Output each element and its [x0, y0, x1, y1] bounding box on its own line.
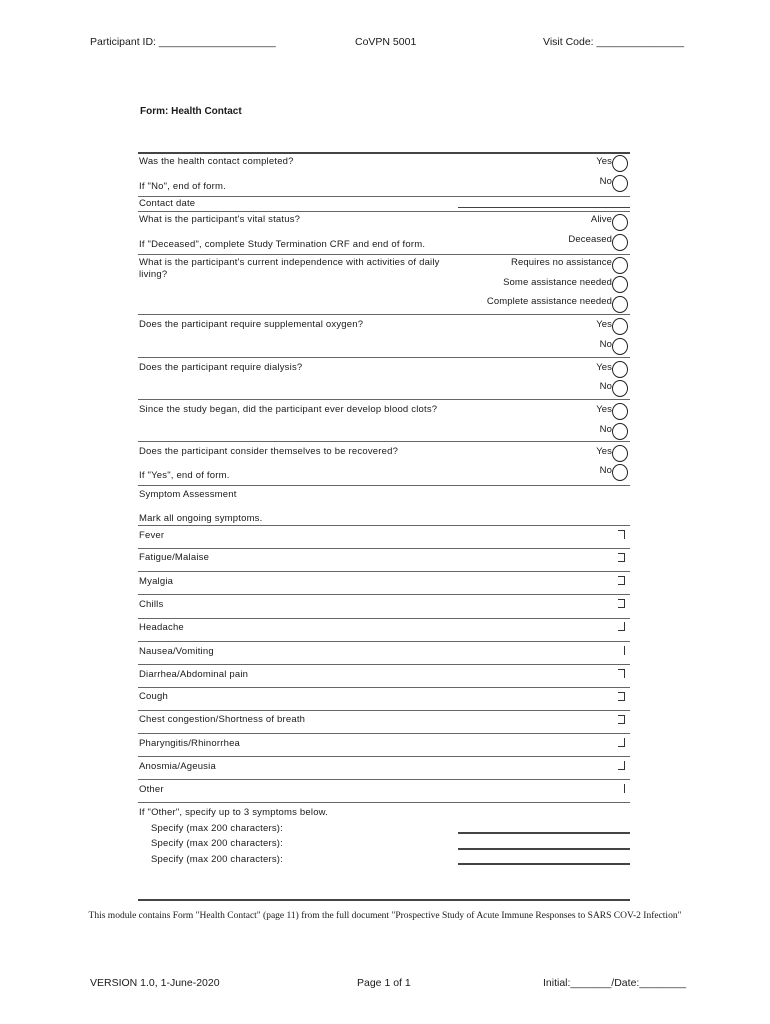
- option-label: No: [599, 381, 612, 392]
- radio-complete-assistance[interactable]: [612, 296, 628, 313]
- specify-label: Specify (max 200 characters):: [151, 823, 283, 834]
- option-label: Yes: [596, 156, 612, 167]
- option-label: Complete assistance needed: [486, 296, 612, 307]
- option-label: Alive: [590, 214, 612, 225]
- radio-recovered-yes[interactable]: [612, 445, 628, 462]
- radio-oxygen-yes[interactable]: [612, 318, 628, 335]
- divider: [138, 485, 630, 486]
- divider: [138, 802, 630, 803]
- question-blood-clots: Since the study began, did the participant ever develop blood clots?: [139, 404, 438, 415]
- participant-id-label: Participant ID: ____________________: [90, 36, 276, 48]
- symptom-label: Headache: [139, 622, 184, 633]
- specify-field-2[interactable]: [458, 848, 630, 850]
- radio-recovered-no[interactable]: [612, 464, 628, 481]
- option-label: No: [599, 465, 612, 476]
- symptom-label: Myalgia: [139, 576, 174, 587]
- visit-code-label: Visit Code: _______________: [543, 36, 685, 48]
- symptom-label: Diarrhea/Abdominal pain: [139, 669, 249, 680]
- divider: [138, 733, 630, 734]
- radio-dialysis-no[interactable]: [612, 380, 628, 397]
- checkbox-nausea[interactable]: [618, 646, 625, 655]
- question-independence: What is the participant's current independence with activities of daily living?: [139, 257, 440, 280]
- divider: [138, 618, 630, 619]
- symptom-label: Nausea/Vomiting: [139, 646, 214, 657]
- option-label: No: [599, 424, 612, 435]
- radio-oxygen-no[interactable]: [612, 338, 628, 355]
- checkbox-other[interactable]: [618, 784, 625, 793]
- form-title: Form: Health Contact: [140, 106, 242, 117]
- checkbox-chest-congestion[interactable]: [618, 715, 625, 724]
- option-label: No: [599, 339, 612, 350]
- question-vital-status: What is the participant's vital status?: [139, 214, 301, 225]
- question-note: If "Yes", end of form.: [139, 470, 230, 481]
- option-label: Yes: [596, 362, 612, 373]
- divider: [138, 779, 630, 780]
- divider: [138, 152, 630, 154]
- symptom-section-title: Symptom Assessment: [139, 489, 237, 500]
- study-code: CoVPN 5001: [355, 36, 417, 48]
- option-label: Deceased: [568, 234, 612, 245]
- radio-completed-yes[interactable]: [612, 155, 628, 172]
- divider: [138, 641, 630, 642]
- divider: [138, 196, 630, 197]
- divider: [138, 357, 630, 358]
- symptom-label: Chest congestion/Shortness of breath: [139, 714, 306, 725]
- radio-clots-yes[interactable]: [612, 403, 628, 420]
- divider: [138, 571, 630, 572]
- divider: [138, 756, 630, 757]
- option-label: No: [599, 176, 612, 187]
- checkbox-chills[interactable]: [618, 599, 625, 608]
- radio-dialysis-yes[interactable]: [612, 361, 628, 378]
- divider: [138, 254, 630, 255]
- radio-clots-no[interactable]: [612, 423, 628, 440]
- initial-date-label: Initial:_______/Date:________: [543, 977, 687, 989]
- contact-date-field[interactable]: [458, 207, 630, 208]
- radio-completed-no[interactable]: [612, 175, 628, 192]
- radio-no-assistance[interactable]: [612, 257, 628, 274]
- question-note: If "No", end of form.: [139, 181, 226, 192]
- symptom-label: Pharyngitis/Rhinorrhea: [139, 738, 241, 749]
- question-note: If "Deceased", complete Study Termination CRF and end of form.: [139, 239, 426, 250]
- radio-vital-deceased[interactable]: [612, 234, 628, 251]
- question-oxygen: Does the participant require supplemental oxygen?: [139, 319, 364, 330]
- symptom-label: Fatigue/Malaise: [139, 552, 210, 563]
- radio-vital-alive[interactable]: [612, 214, 628, 231]
- option-label: Yes: [596, 404, 612, 415]
- divider: [138, 687, 630, 688]
- question-completed: Was the health contact completed?: [139, 156, 294, 167]
- checkbox-cough[interactable]: [618, 692, 625, 701]
- symptom-label: Cough: [139, 691, 168, 702]
- option-label: Yes: [596, 319, 612, 330]
- specify-field-3[interactable]: [458, 863, 630, 865]
- radio-some-assistance[interactable]: [612, 276, 628, 293]
- divider: [138, 525, 630, 526]
- symptom-instruction: Mark all ongoing symptoms.: [139, 513, 263, 524]
- specify-label: Specify (max 200 characters):: [151, 854, 283, 865]
- divider: [138, 314, 630, 315]
- question-recovered: Does the participant consider themselves to be recovered?: [139, 446, 399, 457]
- page-number: Page 1 of 1: [357, 977, 411, 989]
- divider: [138, 548, 630, 549]
- other-note: If "Other", specify up to 3 symptoms below.: [139, 807, 329, 818]
- checkbox-fatigue[interactable]: [618, 553, 625, 562]
- question-dialysis: Does the participant require dialysis?: [139, 362, 303, 373]
- checkbox-diarrhea[interactable]: [618, 669, 625, 678]
- checkbox-pharyngitis[interactable]: [618, 738, 625, 747]
- divider: [138, 399, 630, 400]
- divider: [138, 594, 630, 595]
- question-contact-date: Contact date: [139, 198, 196, 209]
- form-bottom-rule: [138, 899, 630, 901]
- specify-field-1[interactable]: [458, 832, 630, 834]
- module-note: This module contains Form "Health Contact" (page 11) from the full document "Prospective Study of Acute Immune Responses to SARS COV-2 Infection": [88, 911, 682, 921]
- divider: [138, 710, 630, 711]
- symptom-label: Chills: [139, 599, 164, 610]
- option-label: Yes: [596, 446, 612, 457]
- option-label: Requires no assistance: [511, 257, 612, 268]
- checkbox-myalgia[interactable]: [618, 576, 625, 585]
- symptom-label: Other: [139, 784, 164, 795]
- option-label: Some assistance needed: [503, 277, 612, 288]
- checkbox-headache[interactable]: [618, 622, 625, 631]
- specify-label: Specify (max 200 characters):: [151, 838, 283, 849]
- divider: [138, 664, 630, 665]
- divider: [138, 441, 630, 442]
- version-label: VERSION 1.0, 1-June-2020: [90, 977, 220, 989]
- divider: [138, 211, 630, 212]
- checkbox-anosmia[interactable]: [618, 761, 625, 770]
- symptom-label: Anosmia/Ageusia: [139, 761, 216, 772]
- symptom-label: Fever: [139, 530, 165, 541]
- checkbox-fever[interactable]: [618, 530, 625, 539]
